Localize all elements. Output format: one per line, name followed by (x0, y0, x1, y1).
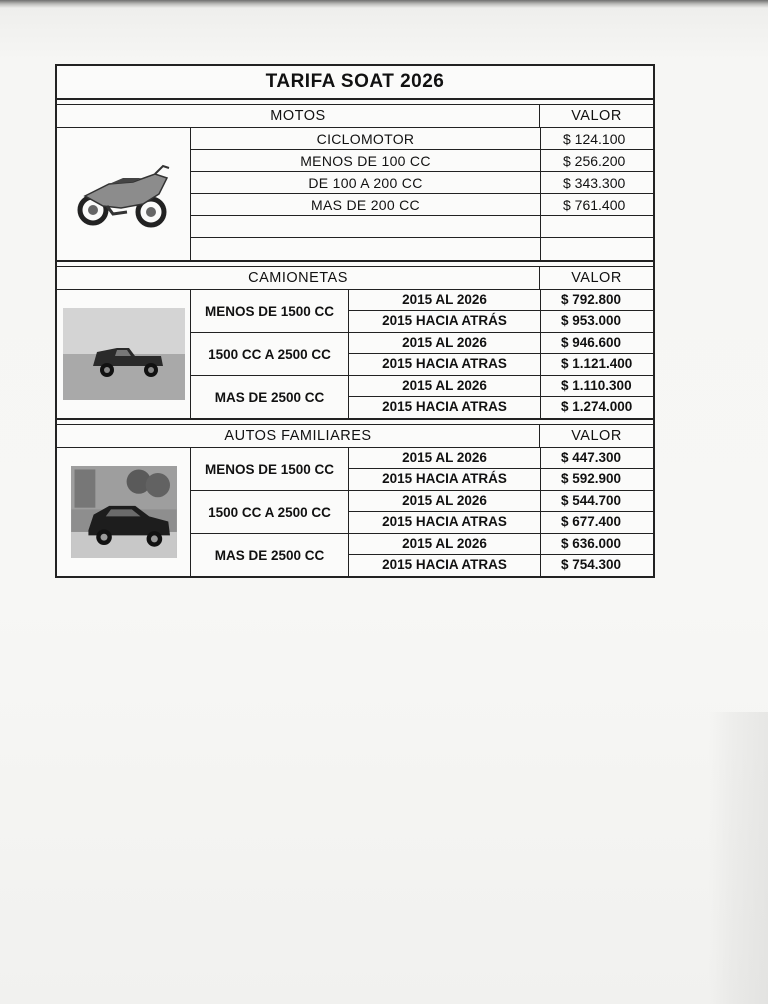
section-title-camionetas: CAMIONETAS (248, 270, 348, 286)
engine-group (191, 333, 653, 376)
price-value: $ 636.000 (540, 534, 653, 554)
row-label: CICLOMOTOR (316, 131, 415, 147)
group-rows (349, 376, 653, 418)
image-cell (57, 290, 191, 418)
table-row (349, 512, 653, 533)
row-value: $ 256.200 (540, 150, 653, 171)
table-row (349, 311, 653, 332)
row-value (540, 216, 653, 237)
row-label (191, 216, 540, 237)
sedan-car-photo-icon (63, 466, 185, 558)
row-value: $ 124.100 (540, 128, 653, 149)
engine-size-label: MENOS DE 1500 CC (191, 448, 349, 490)
section-body (57, 290, 653, 418)
row-value: $ 761.400 (540, 194, 653, 215)
table-row (191, 172, 653, 194)
price-value: $ 592.900 (540, 469, 653, 490)
section-title-motos: MOTOS (270, 108, 326, 124)
price-value: $ 946.600 (540, 333, 653, 353)
engine-size-label: MAS DE 2500 CC (191, 534, 349, 576)
scan-edge-shadow (0, 0, 768, 8)
table-row (349, 354, 653, 375)
engine-group (191, 491, 653, 534)
section-autos-familiares (57, 425, 653, 576)
price-value: $ 792.800 (540, 290, 653, 310)
table-row (349, 491, 653, 512)
rows (191, 128, 653, 260)
model-year-label: 2015 HACIA ATRÁS (382, 471, 507, 486)
value-column-header: VALOR (539, 267, 653, 289)
row-label (191, 238, 540, 260)
row-label: DE 100 A 200 CC (308, 175, 423, 191)
table-row-empty (191, 216, 653, 238)
table-row (191, 194, 653, 216)
price-value: $ 754.300 (540, 555, 653, 576)
model-year-label: 2015 AL 2026 (402, 292, 487, 307)
group-rows (349, 290, 653, 332)
table-row (349, 469, 653, 490)
engine-group (191, 376, 653, 418)
model-year-label: 2015 HACIA ATRAS (382, 514, 507, 529)
table-row (349, 290, 653, 311)
price-value: $ 953.000 (540, 311, 653, 332)
engine-size-label: 1500 CC A 2500 CC (191, 491, 349, 533)
section-body (57, 448, 653, 576)
motorcycle-photo-icon (63, 148, 185, 240)
model-year-label: 2015 AL 2026 (402, 450, 487, 465)
tariff-table (55, 64, 655, 578)
engine-size-label: 1500 CC A 2500 CC (191, 333, 349, 375)
engine-group (191, 290, 653, 333)
rows (191, 290, 653, 418)
model-year-label: 2015 AL 2026 (402, 335, 487, 350)
section-motos (57, 105, 653, 262)
model-year-label: 2015 AL 2026 (402, 493, 487, 508)
row-label: MENOS DE 100 CC (300, 153, 431, 169)
row-label: MAS DE 200 CC (311, 197, 420, 213)
engine-group (191, 448, 653, 491)
model-year-label: 2015 HACIA ATRAS (382, 399, 507, 414)
model-year-label: 2015 HACIA ATRÁS (382, 313, 507, 328)
value-column-header: VALOR (539, 105, 653, 127)
model-year-label: 2015 HACIA ATRAS (382, 356, 507, 371)
paper-curl-shadow (708, 712, 768, 1004)
table-row (349, 534, 653, 555)
section-title-autos: AUTOS FAMILIARES (224, 428, 372, 444)
pickup-truck-photo-icon (63, 308, 185, 400)
engine-size-label: MAS DE 2500 CC (191, 376, 349, 418)
section-header (57, 425, 653, 448)
value-column-header: VALOR (539, 425, 653, 447)
group-rows (349, 534, 653, 576)
row-value: $ 343.300 (540, 172, 653, 193)
model-year-label: 2015 HACIA ATRAS (382, 557, 507, 572)
price-value: $ 1.121.400 (540, 354, 653, 375)
row-value (540, 238, 653, 260)
table-row (349, 397, 653, 418)
table-row-empty (191, 238, 653, 260)
section-header (57, 105, 653, 128)
engine-size-label: MENOS DE 1500 CC (191, 290, 349, 332)
image-cell (57, 448, 191, 576)
group-rows (349, 448, 653, 490)
table-row (191, 128, 653, 150)
table-row (349, 376, 653, 397)
section-camionetas (57, 267, 653, 420)
table-row (349, 333, 653, 354)
engine-group (191, 534, 653, 576)
table-row (349, 448, 653, 469)
price-value: $ 677.400 (540, 512, 653, 533)
image-cell (57, 128, 191, 260)
page-title: TARIFA SOAT 2026 (57, 66, 653, 100)
table-row (349, 555, 653, 576)
model-year-label: 2015 AL 2026 (402, 536, 487, 551)
rows (191, 448, 653, 576)
table-row (191, 150, 653, 172)
price-value: $ 1.274.000 (540, 397, 653, 418)
section-header (57, 267, 653, 290)
price-value: $ 1.110.300 (540, 376, 653, 396)
price-value: $ 544.700 (540, 491, 653, 511)
group-rows (349, 491, 653, 533)
section-body (57, 128, 653, 260)
model-year-label: 2015 AL 2026 (402, 378, 487, 393)
price-value: $ 447.300 (540, 448, 653, 468)
group-rows (349, 333, 653, 375)
